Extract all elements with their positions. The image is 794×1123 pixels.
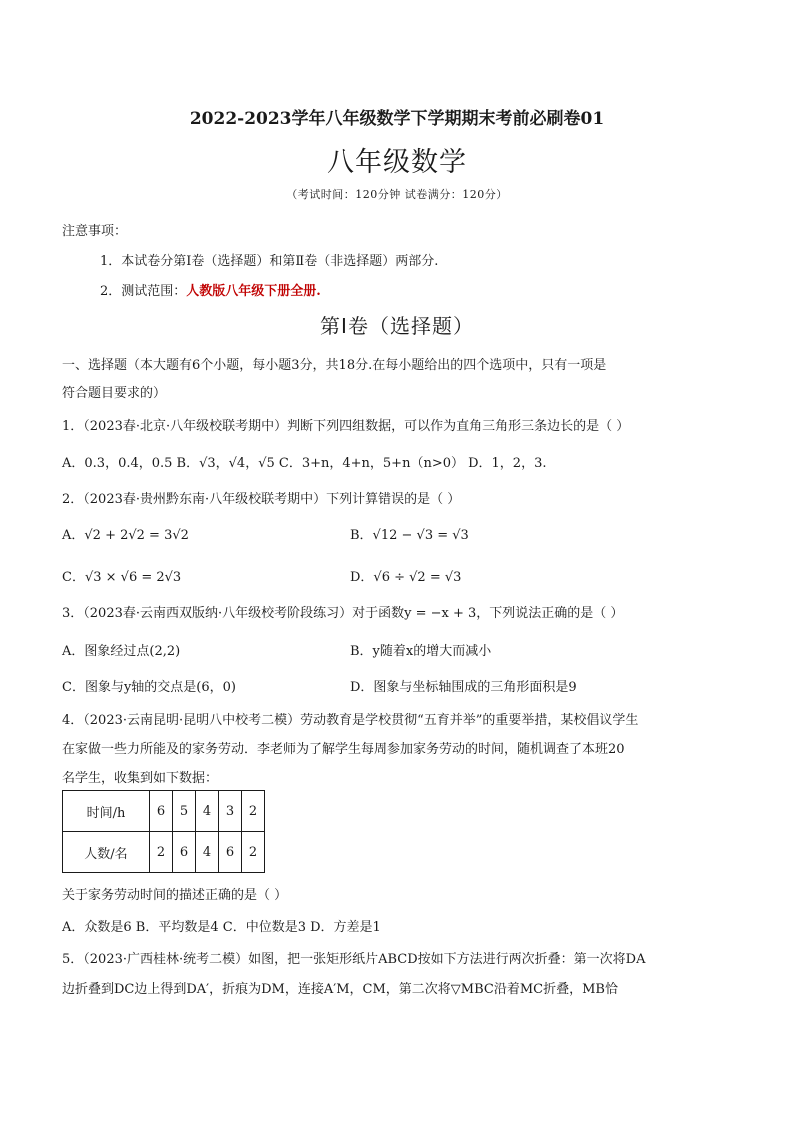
notice-item-1: 1．本试卷分第Ⅰ卷（选择题）和第Ⅱ卷（非选择题）两部分. bbox=[100, 254, 439, 269]
table-cell: 6 bbox=[219, 832, 242, 873]
question-2-stem: 2．（2023春·贵州黔东南·八年级校联考期中）下列计算错误的是（ ） bbox=[62, 492, 461, 507]
question-3-option-c: C．图象与y轴的交点是(6，0) bbox=[62, 680, 236, 695]
question-4-line2: 在家做一些力所能及的家务劳动．李老师为了解学生每周参加家务劳动的时间，随机调查了本班20 bbox=[62, 742, 625, 757]
table-cell: 6 bbox=[173, 832, 196, 873]
table-cell: 5 bbox=[173, 791, 196, 832]
question-2-option-a: A．√2 + 2√2 = 3√2 bbox=[62, 528, 189, 543]
table-cell: 3 bbox=[219, 791, 242, 832]
table-header-count: 人数/名 bbox=[63, 832, 150, 873]
notice-item-2-prefix: 2．测试范围： bbox=[100, 284, 187, 299]
table-cell: 6 bbox=[150, 791, 173, 832]
test-scope: 人教版八年级下册全册. bbox=[186, 284, 321, 299]
question-4-line3: 名学生，收集到如下数据： bbox=[62, 771, 219, 786]
question-2-option-d: D．√6 ÷ √2 = √3 bbox=[350, 570, 462, 585]
table-header-time: 时间/h bbox=[63, 791, 150, 832]
part1-instruction-line1: 一、选择题（本大题有6个小题，每小题3分，共18分.在每小题给出的四个选项中，只有一项是 bbox=[62, 358, 607, 373]
question-4-question: 关于家务劳动时间的描述正确的是（ ） bbox=[62, 888, 288, 903]
notice-item-2 bbox=[100, 280, 321, 299]
question-3-option-b: B．y随着x的增大而减小 bbox=[350, 644, 492, 659]
table-cell: 2 bbox=[150, 832, 173, 873]
section-title: 第Ⅰ卷（选择题） bbox=[320, 314, 474, 338]
notice-heading: 注意事项： bbox=[62, 224, 128, 239]
exam-title: 2022-2023学年八年级数学下学期期末考前必刷卷01 bbox=[189, 109, 605, 129]
question-5-line2: 边折叠到DC边上得到DA′，折痕为DM，连接A′M，CM，第二次将▽MBC沿着MC折叠，MB恰 bbox=[62, 982, 618, 997]
question-4-options: A．众数是6 B．平均数是4 C．中位数是3 D．方差是1 bbox=[62, 920, 381, 935]
exam-info: （考试时间：120分钟 试卷满分：120分） bbox=[286, 188, 508, 201]
question-2-option-c: C．√3 × √6 = 2√3 bbox=[62, 570, 182, 585]
part1-instruction-line2: 符合题目要求的） bbox=[62, 386, 167, 401]
table-cell: 2 bbox=[242, 791, 265, 832]
table-row bbox=[63, 791, 265, 832]
question-5-line1: 5．（2023·广西桂林·统考二模）如图，把一张矩形纸片ABCD按如下方法进行两次折叠：第一次将DA bbox=[62, 952, 646, 967]
exam-subject: 八年级数学 bbox=[327, 147, 467, 178]
table-cell: 4 bbox=[196, 791, 219, 832]
table-cell: 4 bbox=[196, 832, 219, 873]
question-1-options: A．0.3，0.4，0.5 B．√3，√4，√5 C．3+n，4+n，5+n（n>0） D．1，2，3. bbox=[62, 456, 547, 471]
table-cell: 2 bbox=[242, 832, 265, 873]
question-4-line1: 4．（2023·云南昆明·昆明八中校考二模）劳动教育是学校贯彻“五育并举”的重要举措，某校倡议学生 bbox=[62, 713, 639, 728]
labor-time-table bbox=[62, 790, 265, 873]
question-1-stem: 1．（2023春·北京·八年级校联考期中）判断下列四组数据，可以作为直角三角形三条边长的是（ ） bbox=[62, 419, 630, 434]
question-3-stem: 3．（2023春·云南西双版纳·八年级校考阶段练习）对于函数y = −x + 3，下列说法正确的是（ ） bbox=[62, 606, 624, 621]
question-3-option-a: A．图象经过点(2,2) bbox=[62, 644, 181, 659]
table-row bbox=[63, 832, 265, 873]
question-2-option-b: B．√12 − √3 = √3 bbox=[350, 528, 469, 543]
question-3-option-d: D．图象与坐标轴围成的三角形面积是9 bbox=[350, 680, 577, 695]
